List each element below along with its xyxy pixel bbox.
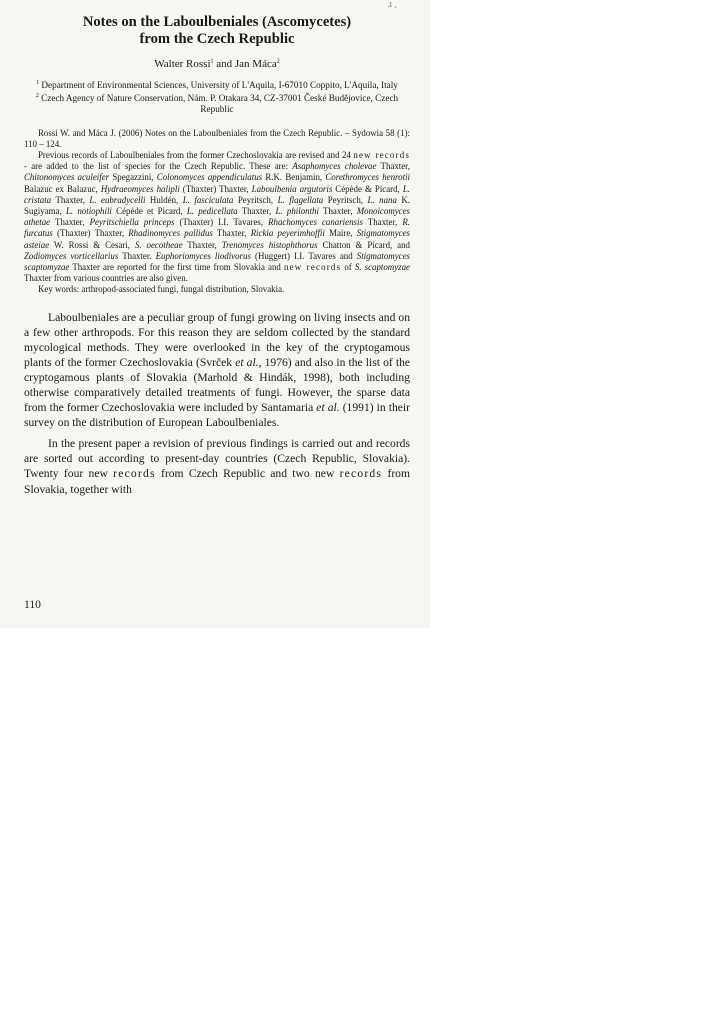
corner-mark: ɹ , [388,0,398,9]
keywords: Key words: arthropod-associated fungi, fungal distribution, Slovakia. [38,284,285,295]
author-1: Walter Rossi [154,58,211,70]
paper-title [24,14,410,48]
body-paragraph-1: Laboulbeniales are a peculiar group of fungi growing on living insects and on a few other arthropods. For this reason they are seldom collected by the standard mycological methods. They were overlooked in the key of the cryptogamous plants of the former Czechoslovakia (Svrček et al., 1976) and also in the list of the cryptogamous plants of Slovakia (Marhold & Hindák, 1998), both including otherwise comparatively detailed treatments of fungi. However, the sparse data from the former Czechoslovakia were included by Santamaria et al. (1991) in their survey on the distribution of European Laboulbeniales. [24,310,411,430]
body-text [24,310,410,497]
scanned-page [0,0,430,628]
body-paragraph-2: In the present paper a revision of previous findings is carried out and records are sorted out according to present-day countries (Czech Republic, Slovakia). Twenty four new records from Czech Republic and two new records from Slovakia, together with [24,437,410,496]
abstract-citation: Rossi W. and Máca J. (2006) Notes on the Laboulbeniales from the Czech Republic. – Sydowia 58 (1): 110 – 124. [24,127,410,149]
page-content [24,10,411,611]
abstract [24,128,410,296]
title-line-1: Notes on the Laboulbeniales (Ascomycetes) [82,14,352,30]
affiliation-1: $^1$ Department of Environmental Sciences, University of L'Aquila, I-67010 Coppito, L'Aquila, Italy [36,79,398,90]
author-2: Jan Máca [234,58,277,70]
title-line-2: from the Czech Republic [139,31,295,47]
affiliations [24,80,410,116]
affiliation-2: $^2$ Czech Agency of Nature Conservation, Nám. P. Otakara 34, CZ-37001 České Budějovice, Czech Republic [35,92,399,114]
page-number: 110 [24,598,41,611]
abstract-summary: Previous records of Laboulbeniales from the former Czechoslovakia are revised and 24 new records - are added to the list of species for the Czech Republic. These are: Asaphomyces cholevae Thaxter, Chitonomyces aculeifer Spegazzini, Colonomyces appendiculatus R.K. Benjamin, Corethromyces henrotii Balazuc ex Balazuc, Hydraeomyces halipli (Thaxter) Thaxter, Laboulbenia argutoris Cépède & Picard, L. cristata Thaxter, L. eubradycelli Huldén, L. fasciculata Peyritsch, L. flagellata Peyritsch, L. nana K. Sugiyama, L. notiophili Cépède et Picard, L. pedicellata Thaxter, L. philonthi Thaxter, Monoicomyces athetae Thaxter, Peyritschiella princeps (Thaxter) I.I. Tavares, Rhachomyces canariensis Thaxter, R. furcatus (Thaxter) Thaxter, Rhadinomyces pallidus Thaxter, Rickia peyerimhoffii Maire, Stigmatomyces asteiae W. Rossi & Cesari, S. oecotheae Thaxter, Trenomyces histophthorus Chatton & Picard, and Zodiomyces vorticellarius Thaxter. Euphoriomyces liodivorus (Huggert) I.I. Tavares and Stigmatomyces scaptomyzae Thaxter are reported for the first time from Slovakia and new records of S. scaptomyzae Thaxter from various countries are also given. [24,149,411,284]
author-line: Walter Rossi$^1$ and Jan Máca$^2$ [154,58,280,70]
